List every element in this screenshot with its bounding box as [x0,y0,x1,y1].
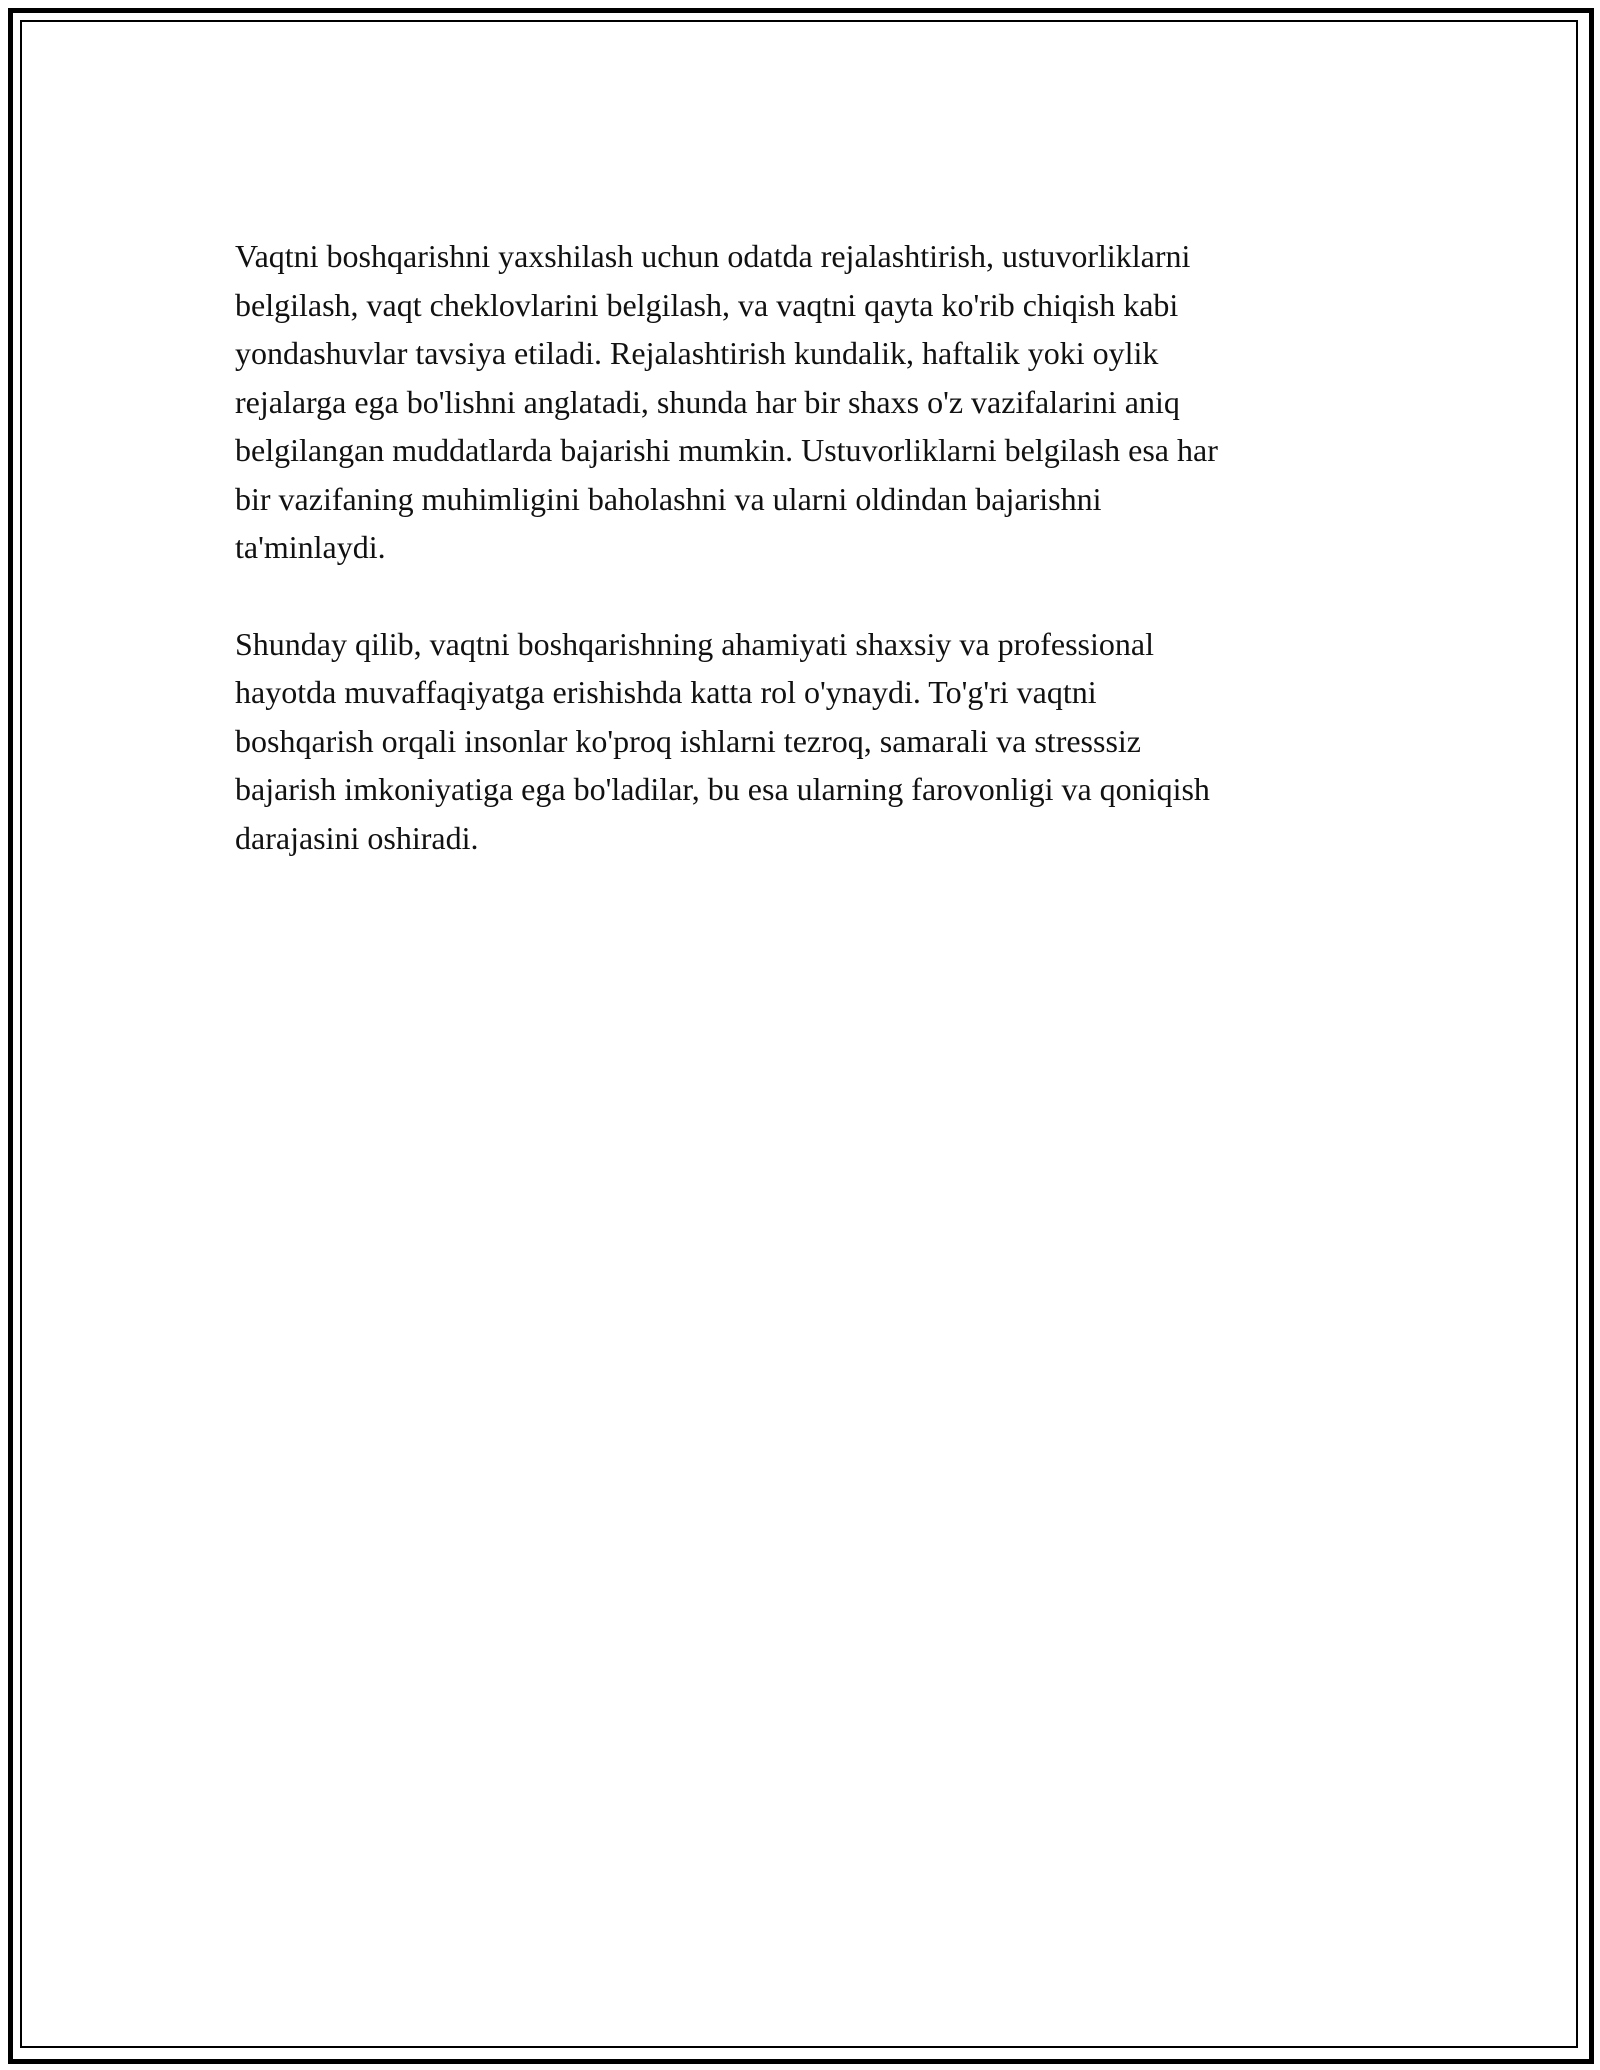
document-body [235,232,1375,910]
text-line: ta'minlaydi. [235,529,386,565]
text-line: hayotda muvaffaqiyatga erishishda katta rol o'ynaydi. To'g'ri vaqtni [235,674,1097,710]
text-line: boshqarish orqali insonlar ko'proq ishlarni tezroq, samarali va stresssiz [235,722,1141,759]
text-line: Shunday qilib, vaqtni boshqarishning ahamiyati shaxsiy va professional [235,625,1154,662]
paragraph-2 [235,620,1375,863]
text-line: bir vazifaning muhimligini baholashni va ularni oldindan bajarishni [235,480,1102,517]
text-line: Vaqtni boshqarishni yaxshilash uchun odatda rejalashtirish, ustuvorliklarni [235,238,1191,274]
text-line: bajarish imkoniyatiga ega bo'ladilar, bu esa ularning farovonligi va qoniqish [235,771,1210,807]
text-line: darajasini oshiradi. [235,819,479,856]
text-line: belgilangan muddatlarda bajarishi mumkin. Ustuvorliklarni belgilash esa har [235,432,1218,468]
paragraph-1 [235,232,1375,572]
text-line: rejalarga ega bo'lishni anglatadi, shunda har bir shaxs o'z vazifalarini aniq [235,383,1180,420]
text-line: yondashuvlar tavsiya etiladi. Rejalashtirish kundalik, haftalik yoki oylik [235,335,1159,371]
text-line: belgilash, vaqt cheklovlarini belgilash, va vaqtni qayta ko'rib chiqish kabi [235,286,1179,323]
